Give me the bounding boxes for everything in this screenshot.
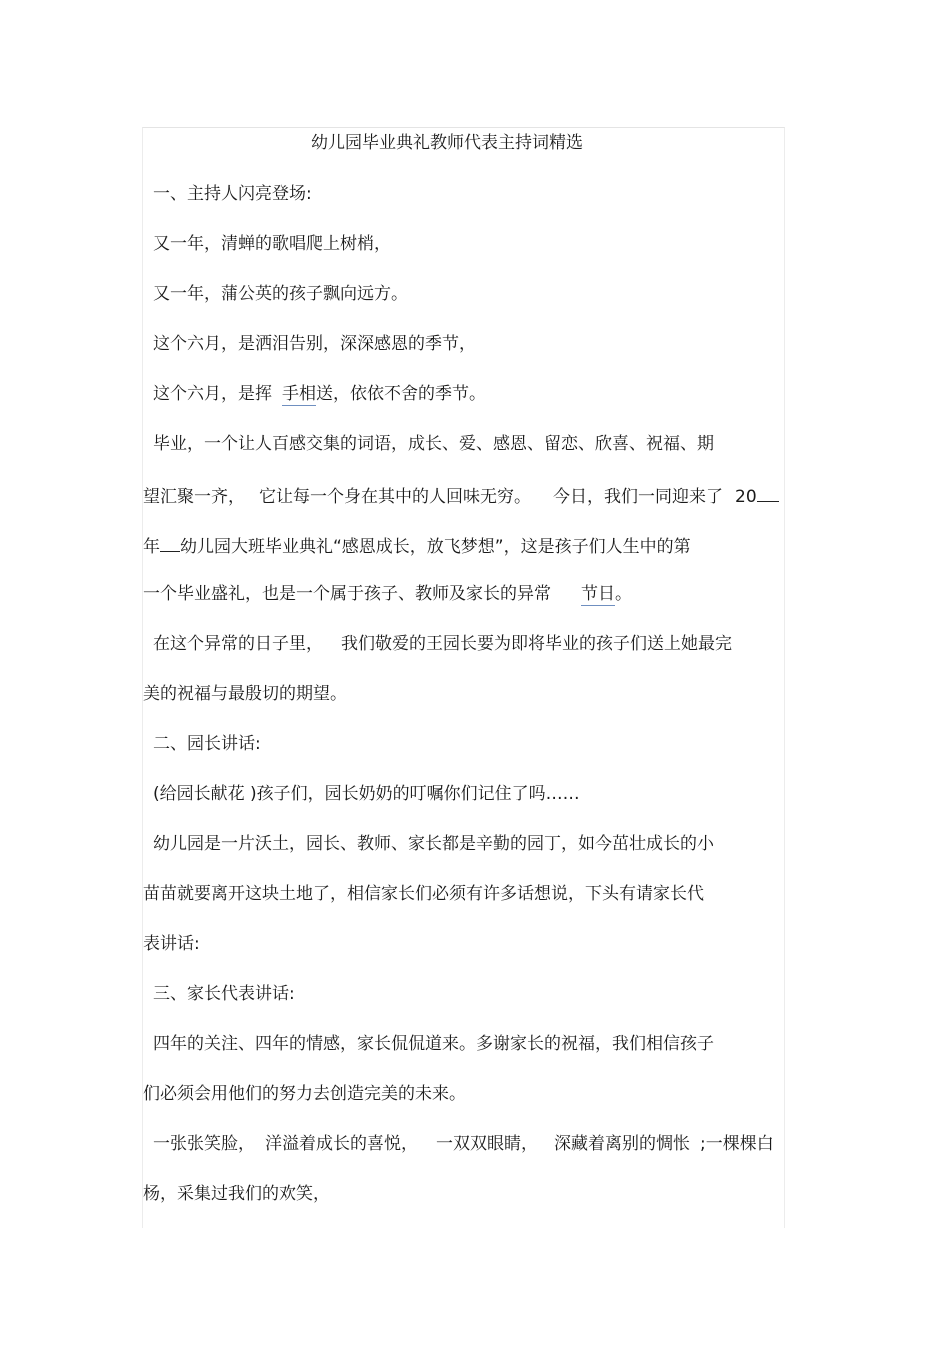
paragraph-line: 毕业，一个让人百感交集的词语，成长、爱、感恩、留恋、欣喜、祝福、期 bbox=[153, 434, 714, 454]
paragraph-line bbox=[143, 583, 632, 605]
paragraph-line bbox=[143, 533, 691, 558]
text-segment: 洋溢着成长的喜悦， bbox=[265, 1134, 418, 1154]
paragraph-line: 又一年，清蝉的歌唱爬上树梢， bbox=[153, 234, 391, 254]
section-heading-2: 二、园长讲话: bbox=[153, 734, 261, 754]
section-heading-1: 一、主持人闪亮登场: bbox=[153, 184, 312, 204]
paragraph-line: 美的祝福与最殷切的期望。 bbox=[143, 684, 347, 704]
text-segment: 今日，我们一同迎来了 bbox=[553, 487, 723, 507]
document-title: 幼儿园毕业典礼教师代表主持词精选 bbox=[311, 133, 583, 153]
text-segment: 。 bbox=[615, 584, 632, 604]
text-segment: 幼儿园大班毕业典礼“感恩成长，放飞梦想”，这是孩子们人生中的第 bbox=[180, 537, 691, 557]
paragraph-line: 幼儿园是一片沃土，园长、教师、家长都是辛勤的园丁，如今茁壮成长的小 bbox=[153, 834, 714, 854]
text-segment: 在这个异常的日子里， bbox=[153, 634, 323, 654]
text-segment: ;一棵棵白 bbox=[700, 1134, 774, 1154]
text-segment: 送，依依不舍的季节。 bbox=[316, 384, 486, 404]
paragraph-line bbox=[153, 383, 486, 405]
section-heading-3: 三、家长代表讲话: bbox=[153, 984, 295, 1004]
paragraph-line: 四年的关注、四年的情感，家长侃侃道来。多谢家长的祝福，我们相信孩子 bbox=[153, 1034, 714, 1054]
paragraph-line: 这个六月，是洒泪告别，深深感恩的季节， bbox=[153, 334, 476, 354]
fill-blank bbox=[160, 533, 180, 552]
text-segment: 我们敬爱的王园长要为即将毕业的孩子们送上她最完 bbox=[341, 634, 732, 654]
year-prefix: 20 bbox=[735, 487, 757, 507]
paragraph-line: 又一年，蒲公英的孩子飘向远方。 bbox=[153, 284, 408, 304]
paragraph-line bbox=[143, 483, 779, 508]
paragraph-line: 表讲话: bbox=[143, 934, 200, 954]
paragraph-line: (给园长献花 )孩子们，园长奶奶的叮嘱你们记住了吗…… bbox=[153, 784, 580, 804]
text-segment: 望汇聚一齐， bbox=[143, 487, 245, 507]
text-segment: 一个毕业盛礼，也是一个属于孩子、教师及家长的异常 bbox=[143, 584, 551, 604]
text-segment: 这个六月，是挥 bbox=[153, 384, 272, 404]
paragraph-line: 苗苗就要离开这块土地了，相信家长们必须有许多话想说，下头有请家长代 bbox=[143, 884, 704, 904]
paragraph-line: 们必须会用他们的努力去创造完美的未来。 bbox=[143, 1084, 466, 1104]
paragraph-line: 杨，采集过我们的欢笑， bbox=[143, 1184, 330, 1204]
paragraph-line bbox=[153, 1133, 774, 1155]
underlined-text: 节日 bbox=[581, 584, 615, 604]
text-segment: 它让每一个身在其中的人回味无穷。 bbox=[259, 487, 531, 507]
underlined-text: 手相 bbox=[282, 384, 316, 404]
text-segment: 深藏着离别的惆怅 bbox=[554, 1134, 690, 1154]
paragraph-line bbox=[153, 633, 732, 655]
fill-blank bbox=[757, 483, 779, 502]
text-segment: 一张张笑脸， bbox=[153, 1134, 255, 1154]
text-segment: 年 bbox=[143, 537, 160, 557]
text-segment: 一双双眼睛， bbox=[436, 1134, 538, 1154]
